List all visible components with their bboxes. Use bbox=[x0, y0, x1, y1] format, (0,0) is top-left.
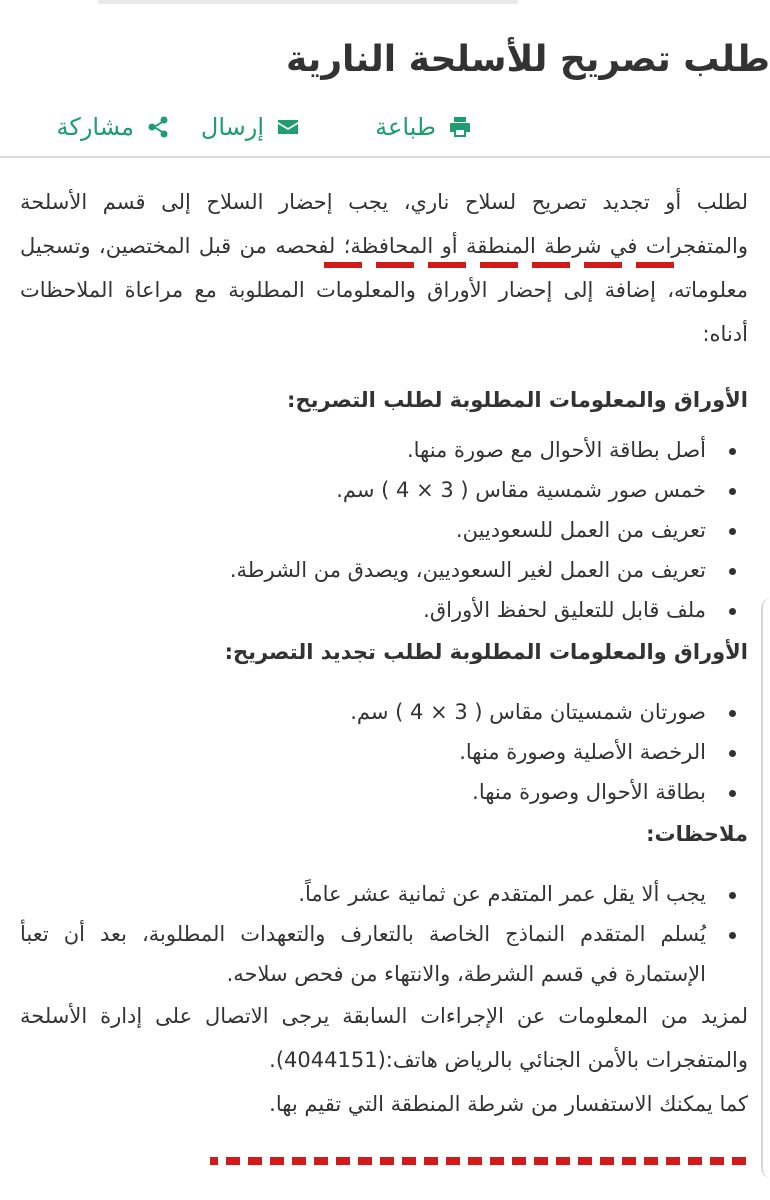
list-item: يُسلم المتقدم النماذج الخاصة بالتعارف والتعهدات المطلوبة، بعد أن تعبأ الإستمارة في قسم الشرطة، والانتهاء من فحص سلاحه. bbox=[20, 914, 724, 994]
page-title: طلب تصريح للأسلحة النارية bbox=[285, 39, 770, 80]
share-button[interactable] bbox=[57, 104, 170, 150]
list-item: تعريف من العمل للسعوديين. bbox=[20, 510, 724, 550]
print-icon bbox=[448, 115, 472, 139]
list-item: يجب ألا يقل عمر المتقدم عن ثمانية عشر عاماً. bbox=[20, 874, 724, 914]
print-button[interactable] bbox=[375, 104, 472, 150]
article-body bbox=[20, 180, 748, 1126]
list-item: ملف قابل للتعليق لحفظ الأوراق. bbox=[20, 590, 724, 630]
list-item: صورتان شمسيتان مقاس ( 3 × 4 ) سم. bbox=[20, 692, 724, 732]
notes-list bbox=[20, 874, 748, 994]
new-permit-heading: الأوراق والمعلومات المطلوبة لطلب التصريح: bbox=[287, 388, 748, 412]
list-item: بطاقة الأحوال وصورة منها. bbox=[20, 772, 724, 812]
share-label: مشاركة bbox=[56, 113, 134, 141]
renewal-heading: الأوراق والمعلومات المطلوبة لطلب تجديد التصريح: bbox=[224, 640, 748, 664]
share-icon bbox=[146, 115, 170, 139]
list-item: خمس صور شمسية مقاس ( 3 × 4 ) سم. bbox=[20, 470, 724, 510]
annotation-underline-closing bbox=[210, 1157, 746, 1165]
new-permit-list bbox=[20, 430, 748, 630]
send-button[interactable] bbox=[201, 104, 300, 150]
top-rule bbox=[98, 0, 518, 4]
list-item: تعريف من العمل لغير السعوديين، ويصدق من الشرطة. bbox=[20, 550, 724, 590]
list-item: الرخصة الأصلية وصورة منها. bbox=[20, 732, 724, 772]
annotation-underline-region bbox=[318, 262, 674, 268]
notes-heading: ملاحظات: bbox=[646, 822, 748, 846]
closing-paragraph: كما يمكنك الاستفسار من شرطة المنطقة التي تقيم بها. bbox=[269, 1092, 748, 1116]
divider bbox=[0, 156, 770, 158]
renewal-list bbox=[20, 692, 748, 812]
envelope-icon bbox=[276, 115, 300, 139]
scroll-edge bbox=[761, 598, 770, 1178]
list-item: أصل بطاقة الأحوال مع صورة منها. bbox=[20, 430, 724, 470]
send-label: إرسال bbox=[200, 113, 264, 141]
contact-paragraph: لمزيد من المعلومات عن الإجراءات السابقة يرجى الاتصال على إدارة الأسلحة والمتفجرات بالأمن الجنائي بالرياض هاتف:(4044151). bbox=[20, 1004, 748, 1072]
print-label: طباعة bbox=[375, 113, 436, 141]
action-bar bbox=[0, 104, 770, 150]
intro-paragraph: لطلب أو تجديد تصريح لسلاح ناري، يجب إحضار السلاح إلى قسم الأسلحة والمتفجرات في شرطة المنطقة أو المحافظة؛ لفحصه من قبل المختصين، وتسجيل معلوماته، إضافة إلى إحضار الأوراق والمعلومات المطلوبة مع مراعاة الملاحظات أدناه: bbox=[20, 190, 748, 346]
